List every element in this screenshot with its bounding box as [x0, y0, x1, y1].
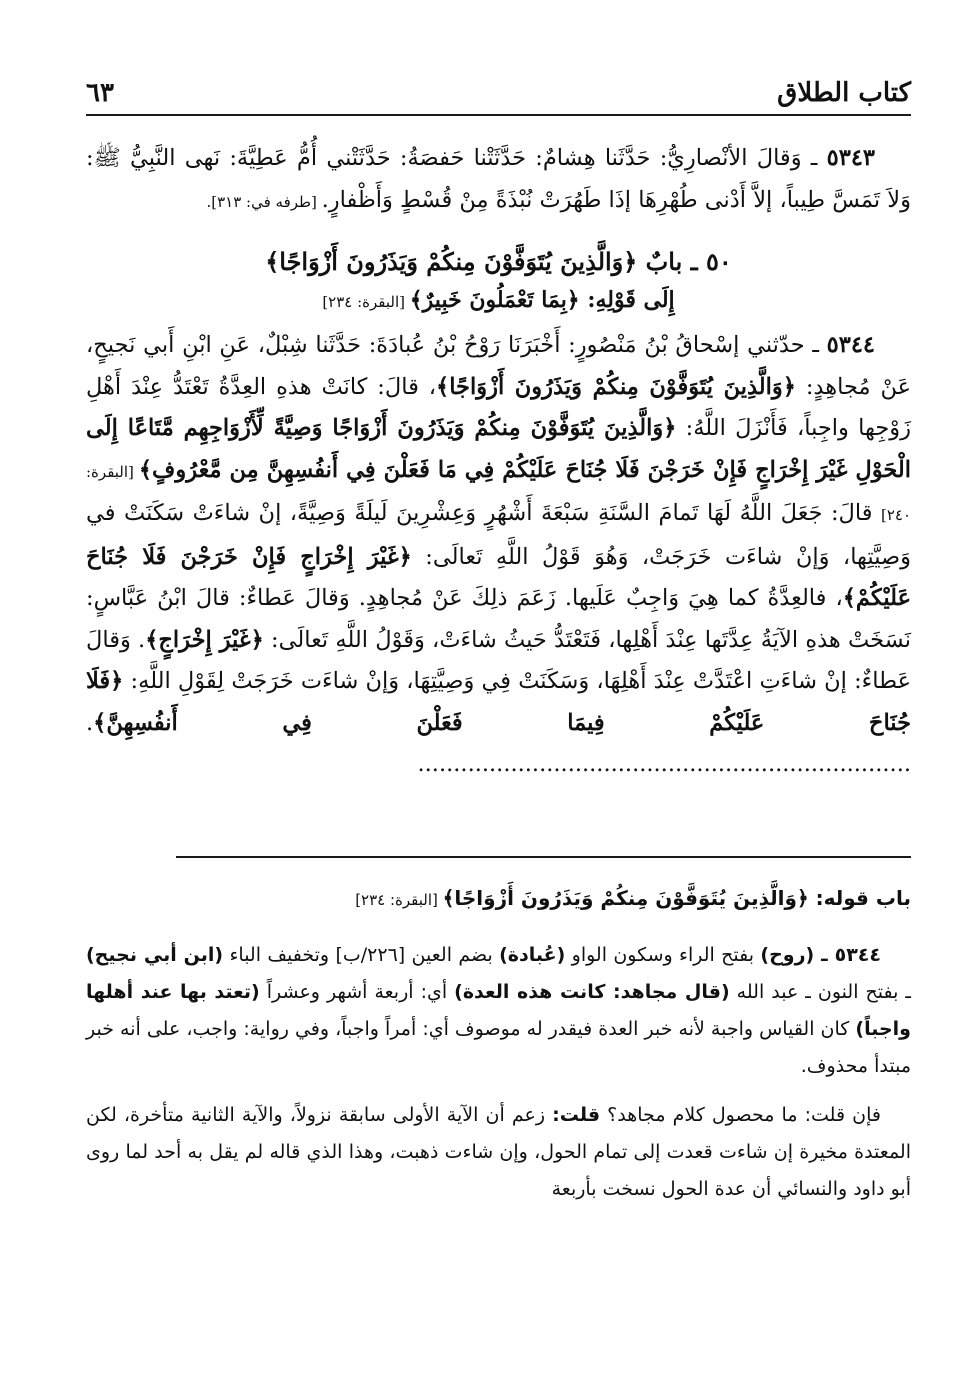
- hadith-text: ـ وَقالَ الأنْصارِيُّ: حَدَّثَنا هِشامٌ: حَدَّثَتْنا حَفصَةُ: حَدَّثَتْني أُمُّ عَطِيَّةَ: نَهى النَّبِيُّ ﷺ: وَلاَ تَمَسَّ طِيباً، إلاَّ أَدْنى طُهْرِهَا إذَا طَهُرَتْ نُبْذَةً مِنْ قُسْطٍ وَأَظْفارٍ.: [86, 145, 911, 213]
- chapter-subtitle-text: إِلَى قَوْلِهِ: ﴿بِمَا تَعْمَلُونَ خَبِيرٌ﴾: [409, 287, 675, 313]
- hadith-number: ٥٣٤٤: [826, 332, 875, 358]
- commentary-term: (قال مجاهد: كانت هذه العدة): [454, 980, 730, 1003]
- chapter-heading: [86, 243, 911, 321]
- commentary-text: بفتح الراء وسكون الواو: [565, 943, 761, 966]
- commentary-heading: [86, 880, 911, 919]
- commentary-text: فإن قلت: ما محصول كلام مجاهد؟: [600, 1103, 882, 1126]
- commentary-text: أي: أربعة أشهر وعشراً: [259, 980, 455, 1003]
- quran-quote: ﴿غَيْرَ إِخْرَاجٍ فَإِنْ خَرَجْنَ فَلَا جُنَاحَ عَلَيْكُمْ﴾: [86, 543, 911, 611]
- commentary-text: كان القياس واجبة لأنه خبر العدة فيقدر له موصوف أي: أمراً واجباً، وفي رواية: واجب، على أنه خبر مبتدأ محذوف.: [86, 1017, 911, 1077]
- quran-quote: ﴿فَلَا جُنَاحَ عَلَيْكُمْ فِيمَا فَعَلْنَ فِي أَنفُسِهِنَّ﴾: [86, 668, 911, 736]
- commentary-text: زعم أن الآية الأولى سابقة نزولاً، والآية الثانية متأخرة، لكن المعتدة مخيرة إن شاءت قعدت إلى تمام الحول، وإن شاءت ذهبت، وهذا الذي قاله لم يقل به أحد لما روى أبو داود والنسائي أن عدة الحول نسخت بأربعة: [86, 1103, 911, 1200]
- chapter-title: ٥٠ ـ بابٌ ﴿وَالَّذِينَ يُتَوَفَّوْنَ مِنكُمْ وَيَذَرُونَ أَزْوَاجًا﴾: [265, 247, 732, 276]
- commentary-heading-text: باب قوله: ﴿وَالَّذِينَ يُتَوَفَّوْنَ مِنكُمْ وَيَذَرُونَ أَزْوَاجًا﴾: [442, 885, 911, 910]
- commentary-heading-reference: [البقرة: ٢٣٤]: [355, 890, 443, 909]
- hadith-text: قالَ: جَعَلَ اللَّهُ لَهَا تَمامَ السَّنَةِ سَبْعَةَ أَشْهُرٍ وَعِشْرِينَ لَيلَةً وَصِيَّةً، إنْ شاءَتْ سَكَنَتْ في وَصِيَّتِها، وَإنْ شاءَت خَرَجَتْ، وَهُوَ قَوْلُ اللَّهِ تَعالَى:: [86, 500, 911, 570]
- cross-reference: [طرفه في: ٣١٣].: [206, 192, 322, 211]
- commentary-term: (تعتد بها عند أهلها واجباً): [86, 980, 911, 1040]
- hadith-text: .: [86, 709, 94, 736]
- hadith-number: ٥٣٤٣: [826, 145, 875, 171]
- commentary-paragraph: [86, 1097, 911, 1208]
- hadith-text: ، قالَ: كانَتْ هذهِ العِدَّةُ تَعْتَدُّ عِنْدَ أَهْلِ زَوْجِها واجِباً، فَأَنْزَلَ اللَّهُ:: [86, 373, 911, 441]
- hadith-5343: [86, 138, 911, 223]
- page: [86, 70, 911, 1370]
- page-header: [86, 70, 911, 116]
- commentary-text: بضم العين [٢٢٦/ب] وتخفيف الباء: [223, 943, 500, 966]
- quran-quote: ﴿وَالَّذِينَ يُتَوَفَّوْنَ مِنكُمْ وَيَذَرُونَ أَزْوَاجًا وَصِيَّةً لِّأَزْوَاجِهِم مَّتَاعًا إِلَى الْحَوْلِ غَيْرَ إِخْرَاجٍ فَإِنْ خَرَجْنَ فَلَا جُنَاحَ عَلَيْكُمْ فِي مَا فَعَلْنَ فِي أَنفُسِهِنَّ مِن مَّعْرُوفٍ﴾: [86, 415, 911, 483]
- hadith-text: . وَقالَ عَطاءٌ: إنْ شاءَتِ اعْتَدَّتْ عِنْدَ أَهْلِهَا، وَسَكَنَتْ فِي وَصِيَّتِهَا، وَإنْ شاءَت خَرَجَتْ لِقَوْلِ اللَّهِ:: [86, 626, 911, 694]
- book-title: كتاب الطلاق: [777, 78, 911, 108]
- commentary-term: (عُبادة): [499, 943, 566, 966]
- commentary-text: ـ بفتح النون ـ عبد الله: [729, 980, 911, 1003]
- quran-reference: [البقرة: ٢٤٠]: [86, 462, 911, 524]
- hadith-text: ـ حدّثني إسْحاقُ بْنُ مَنْصُورٍ: أَخْبَرَنَا رَوْحُ بْنُ عُبادَةَ: حَدَّثَنا شِبْلٌ، عَنِ ابْنِ أَبي نَجيحٍ، عَنْ مُجاهِدٍ:: [86, 332, 911, 400]
- main-text: [86, 138, 911, 786]
- quran-quote: ﴿وَالَّذِينَ يُتَوَفَّوْنَ مِنكُمْ وَيَذَرُونَ أَزْوَاجًا﴾: [436, 373, 796, 400]
- footnote-divider: [176, 856, 911, 858]
- chapter-reference: [البقرة: ٢٣٤]: [322, 293, 410, 311]
- commentary-paragraph: [86, 937, 911, 1085]
- commentary-term: ٥٣٤٤ ـ (روح): [760, 943, 881, 966]
- hadith-5344: [86, 325, 911, 786]
- commentary-term: (ابن أبي نجيح): [86, 943, 224, 966]
- page-number: ٦٣: [86, 78, 114, 108]
- chapter-subtitle: [86, 281, 911, 321]
- hadith-text: ، فالعِدَّةُ كما هِيَ وَاجِبٌ عَلَيها. زَعَمَ ذلِكَ عَنْ مُجاهِدٍ. وَقالَ عَطاءٌ: قالَ ابْنُ عَبَّاسٍ: نَسَخَتْ هذهِ الآيَةُ عِدَّتَها عِنْدَ أَهْلِها، فَتَعْتَدُّ حَيثُ شاءَتْ، وَقَوْلُ اللَّهِ تَعالَى:: [86, 585, 911, 653]
- quran-quote: ﴿غَيْرَ إِخْرَاجٍ﴾: [145, 626, 264, 653]
- commentary-term: قلت:: [552, 1103, 601, 1126]
- commentary: [86, 880, 911, 1208]
- dotted-leader: .....................................................................: [417, 751, 911, 777]
